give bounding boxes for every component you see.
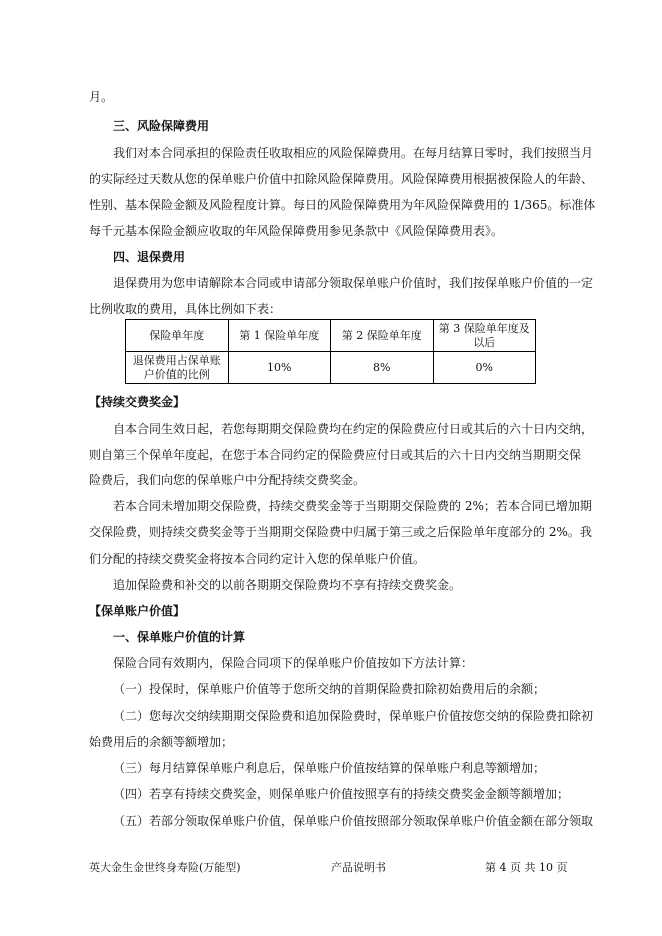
footer-page-number: 第 4 页 共 10 页 [485,861,568,874]
value-line-1: 保险合同有效期内，保险合同项下的保单账户价值按如下方法计算： [113,656,474,670]
value-line-7: （五）若部分领取保单账户价值，保单账户价值按照部分领取保单账户价值金额在部分领取 [113,814,594,828]
value-line-6: （四）若享有持续交费奖金，则保单账户价值按照享有的持续交费奖金金额等额增加； [113,787,570,801]
table-header-cell: 第 3 保险单年度及以后 [433,320,536,352]
value-line-4: 始费用后的余额等额增加； [89,735,234,749]
value-line-2: （一）投保时，保单账户价值等于您所交纳的首期保险费扣除初始费用后的余额； [113,682,546,696]
risk-fee-line-4: 每千元基本保险金额应收取的年风险保障费用参见条款中《风险保障费用表》。 [89,224,504,238]
risk-fee-line-2: 的实际经过天数从您的保单账户价值中扣除风险保障费用。风险保障费用根据被保险人的年龄、 [89,172,594,186]
table-cell: 10% [228,352,331,384]
surrender-fee-table [125,319,536,384]
bonus-line-5: 交保险费，则持续交费奖金等于当期期交保险费中归属于第三或之后保险单年度部分的 2%。我 [89,525,592,539]
section-heading-account-value: 【保单账户价值】 [89,604,186,618]
bonus-line-6: 们分配的持续交费奖金将按本合同约定计入您的保单账户价值。 [89,552,426,566]
section-heading-risk-fee: 三、风险保障费用 [113,119,210,133]
table-cell: 8% [331,352,434,384]
bonus-line-7: 追加保险费和补交的以前各期期交保险费均不享有持续交费奖金。 [113,578,462,592]
paragraph-continuation: 月。 [89,90,114,104]
section-heading-surrender-fee: 四、退保费用 [113,250,186,264]
subheading-account-value-calc: 一、保单账户价值的计算 [113,630,246,644]
table-row [126,352,536,384]
surrender-fee-line-1: 退保费用为您申请解除本合同或申请部分领取保单账户价值时，我们按保单账户价值的一定 [113,276,594,290]
bonus-line-1: 自本合同生效日起，若您每期期交保险费均在约定的保险费应付日或其后的六十日内交纳， [113,422,594,436]
bonus-line-2: 则自第三个保单年度起，在您于本合同约定的保险费应付日或其后的六十日内交纳当期期交保 [89,448,582,462]
table-header-cell: 保险单年度 [126,320,229,352]
footer-product-name: 英大金生金世终身寿险(万能型) [89,861,241,874]
bonus-line-3: 险费后，我们向您的保单账户中分配持续交费奖金。 [89,473,366,487]
table-header-row [126,320,536,352]
table-header-cell: 第 1 保险单年度 [228,320,331,352]
table-header-cell: 第 2 保险单年度 [331,320,434,352]
footer-document-type: 产品说明书 [331,861,386,874]
value-line-3: （二）您每次交纳续期期交保险费和追加保险费时，保单账户价值按您交纳的保险费扣除初 [113,709,594,723]
table-cell: 退保费用占保单账户价值的比例 [126,352,229,384]
risk-fee-line-3: 性别、基本保险金额及风险程度计算。每日的风险保障费用为年风险保障费用的 1/365。标准体 [89,198,596,212]
table-cell: 0% [433,352,536,384]
section-heading-bonus: 【持续交费奖金】 [89,395,186,409]
risk-fee-line-1: 我们对本合同承担的保险责任收取相应的风险保障费用。在每月结算日零时，我们按照当月 [113,146,594,160]
surrender-fee-line-2: 比例收取的费用，具体比例如下表： [89,302,282,316]
value-line-5: （三）每月结算保单账户利息后，保单账户价值按结算的保单账户利息等额增加； [113,761,546,775]
bonus-line-4: 若本合同未增加期交保险费，持续交费奖金等于当期期交保险费的 2%；若本合同已增加期 [113,499,592,513]
